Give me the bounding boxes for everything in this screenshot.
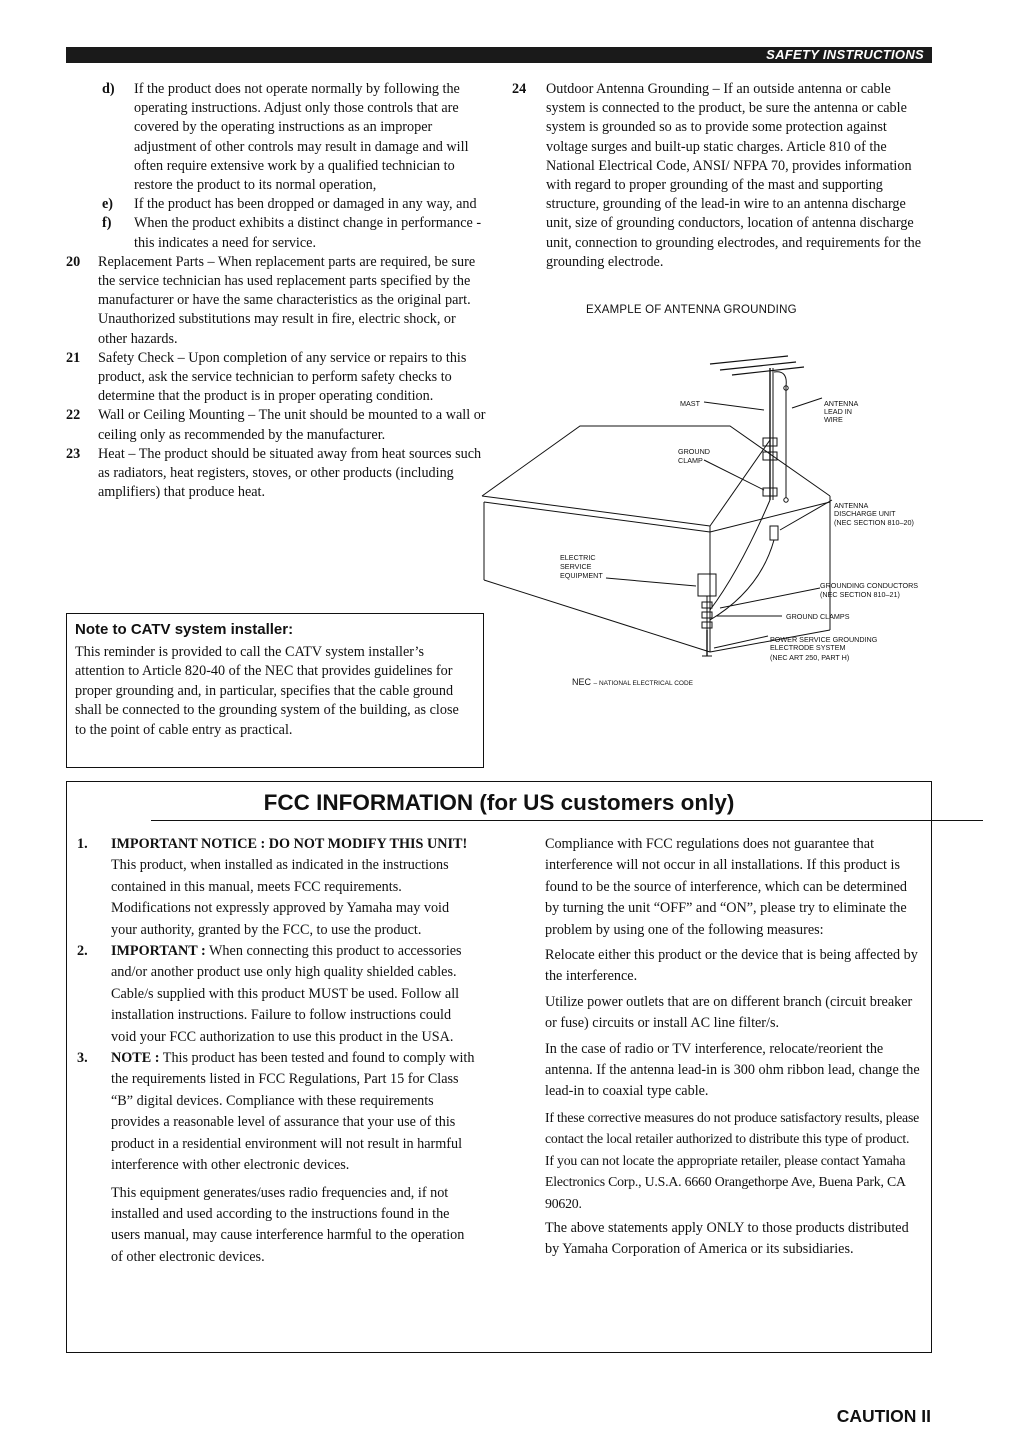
item-text: When the product exhibits a distinct change in performance - this indicates a need for service. <box>134 215 482 251</box>
list-item <box>66 195 486 214</box>
leader-line <box>606 578 696 586</box>
lead-in-wire <box>774 372 786 498</box>
leader-line <box>792 398 822 408</box>
label-electric-service: EQUIPMENT <box>560 571 603 580</box>
label-lead-in: ANTENNA <box>824 399 859 408</box>
label-electric-service: SERVICE <box>560 562 592 571</box>
label-power-service: (NEC ART 250, PART H) <box>770 653 850 662</box>
nec-abbr: NEC <box>572 677 592 687</box>
item-label: f) <box>102 215 112 232</box>
fcc-item-number: 3. <box>77 1050 88 1067</box>
label-discharge-unit: ANTENNA <box>834 501 869 510</box>
note-body: This reminder is provided to call the CATV system installer’s attention to Article 820-40 of the NEC that provides guidelines for proper grounding and, in particular, specifies that the cable ground shall be connected to the grounding system of the building, as close to the point of cable entry as practical. <box>75 644 459 738</box>
fcc-paragraph: Relocate either this product or the device that is being affected by the interference. <box>545 947 918 985</box>
label-mast: MAST <box>680 399 700 408</box>
item-label: e) <box>102 196 114 213</box>
grounding-conductor <box>710 540 774 620</box>
fcc-paragraph: Compliance with FCC regulations does not guarantee that interference will not occur in all installations. If this product is found to be the source of interference, which can be determined by turning the unit “OFF” and “ON”, please try to eliminate the problem by using one of the following measures: <box>545 836 908 938</box>
roof-underside <box>484 502 710 532</box>
roof-outline <box>482 426 830 496</box>
nec-full: – NATIONAL ELECTRICAL CODE <box>593 680 693 687</box>
label-discharge-unit: (NEC SECTION 810–20) <box>834 518 914 527</box>
roof-ridge <box>482 496 710 526</box>
label-discharge-unit: DISCHARGE UNIT <box>834 509 896 518</box>
fcc-paragraph: The above statements apply ONLY to those products distributed by Yamaha Corporation of America or its subsidiaries. <box>545 1219 909 1258</box>
antenna-discharge-unit <box>770 526 778 540</box>
fcc-item <box>77 941 477 1048</box>
label-ground-clamp: GROUND <box>678 447 710 456</box>
fcc-item-paragraph: This equipment generates/uses radio frequencies and, if not installed and used according to the instructions found in the users manual, may cause interference harmful to the operation of other electronic devices. <box>111 1184 465 1265</box>
fcc-left-column <box>77 834 477 1268</box>
grounding-conductor <box>710 500 770 610</box>
fcc-item-heading: NOTE : <box>111 1050 160 1067</box>
list-item <box>66 445 486 503</box>
item-label: 20 <box>66 253 81 270</box>
list-item <box>66 349 486 407</box>
list-item <box>66 253 486 349</box>
catv-note-box <box>66 613 484 768</box>
label-ground-clamps: GROUND CLAMPS <box>786 612 850 621</box>
safety-list-left <box>66 80 486 502</box>
label-grounding-conductors: GROUNDING CONDUCTORS <box>820 581 919 590</box>
label-lead-in: WIRE <box>824 415 843 424</box>
label-ground-clamp: CLAMP <box>678 456 703 465</box>
fcc-item-text: This product has been tested and found to comply with the requirements listed in FCC Regulations, Part 15 for Class “B” digital devices. Compliance with these requirements provides a reasonable level of assurance that your use of this product in a residential environment will not result in harmful interference with other electronic devices. <box>111 1050 475 1174</box>
diagram-title: EXAMPLE OF ANTENNA GROUNDING <box>586 304 797 316</box>
item-label: 21 <box>66 349 81 366</box>
fcc-paragraph: In the case of radio or TV interference, relocate/reorient the antenna. If the antenna lead-in is 300 ohm ribbon lead, change the lead-in to coaxial type cable. <box>545 1040 920 1100</box>
item-label: 22 <box>66 407 81 424</box>
fcc-paragraph: Utilize power outlets that are on different branch (circuit breaker or fuse) circuits or install AC line filter/s. <box>545 993 913 1032</box>
item-text: Wall or Ceiling Mounting – The unit should be mounted to a wall or ceiling only as recommended by the manufacturer. <box>98 407 486 443</box>
fcc-item-number: 2. <box>77 943 88 960</box>
nec-legend <box>572 677 693 687</box>
leader-line <box>720 588 820 608</box>
item-text: If the product has been dropped or damaged in any way, and <box>134 196 477 213</box>
leader-line <box>780 500 832 530</box>
label-power-service: ELECTRODE SYSTEM <box>770 643 846 652</box>
list-item <box>66 406 486 444</box>
roof-edge <box>710 440 770 526</box>
leader-line <box>704 402 764 410</box>
fcc-item-heading: IMPORTANT NOTICE : DO NOT MODIFY THIS UNIT! <box>111 836 468 852</box>
antenna-element <box>710 356 788 364</box>
page-footer-label: CAUTION II <box>836 1406 931 1426</box>
antenna-grounding-diagram <box>470 330 940 700</box>
label-electric-service: ELECTRIC <box>560 553 596 562</box>
list-item <box>66 80 486 195</box>
fcc-item <box>77 834 477 941</box>
list-item <box>512 80 932 272</box>
item-text: Outdoor Antenna Grounding – If an outside antenna or cable system is connected to the product, be sure the antenna or cable system is grounded so as to provide some protection against voltage surges and built-up static charges. Article 810 of the National Electrical Code, ANSI/ NFPA 70, provides information with regard to proper grounding of the mast and supporting structure, grounding of the lead-in wire to an antenna discharge unit, size of grounding conductors, location of antenna discharge unit, connection to grounding electrodes, and requirements for the grounding electrode. <box>546 81 922 270</box>
note-title: Note to CATV system installer: <box>75 621 294 638</box>
fcc-item-heading: IMPORTANT : <box>111 943 206 960</box>
section-title: SAFETY INSTRUCTIONS <box>766 47 924 62</box>
fcc-paragraph: If these corrective measures do not produce satisfactory results, please contact the local retailer authorized to distribute this type of product. If you can not locate the appropriate retailer, please contact Yamaha Electronics Corp., U.S.A. 6660 Orangethorpe Ave, Buena Park, CA 90620. <box>545 1109 920 1211</box>
fcc-item-text: When connecting this product to accessories and/or another product use only high quality shielded cables. Cable/s supplied with this product MUST be used. Follow all installation instructions. Failure to follow instructions could void your FCC authorization to use this product in the USA. <box>111 943 462 1045</box>
item-label: 24 <box>512 81 527 97</box>
label-grounding-conductors: (NEC SECTION 810–21) <box>820 590 900 599</box>
electric-service-box <box>698 574 716 596</box>
section-header-bar <box>66 47 932 63</box>
label-power-service: POWER SERVICE GROUNDING <box>770 635 878 644</box>
fcc-item-number: 1. <box>77 836 88 852</box>
lead-in-wire-node <box>784 498 788 502</box>
item-text: Heat – The product should be situated away from heat sources such as radiators, heat registers, stoves, or other products (including amplifiers) that produce heat. <box>98 445 482 501</box>
leader-line <box>704 460 764 490</box>
item-text: Replacement Parts – When replacement parts are required, be sure the service technician has used replacement parts specified by the manufacturer or have the same characteristics as the original part. Unauthorized substitutions may result in fire, electric shock, or other hazards. <box>98 253 476 347</box>
fcc-information-box <box>66 781 932 1353</box>
item-text: If the product does not operate normally by following the operating instructions. Adjust only those controls that are covered by the operating instructions as an improper adjustment of other controls may result in damage and will often require extensive work by a qualified technician to restore the product to its normal operation, <box>134 81 469 194</box>
fcc-title-rule <box>151 820 983 821</box>
fcc-right-column <box>545 834 920 1265</box>
item-label: 23 <box>66 445 81 462</box>
label-lead-in: LEAD IN <box>824 407 852 416</box>
item-label: d) <box>102 81 115 97</box>
item-text: Safety Check – Upon completion of any service or repairs to this product, ask the service technician to perform safety checks to determine that the product is in proper operating condition. <box>98 349 467 405</box>
list-item <box>66 214 486 252</box>
fcc-item-text: This product, when installed as indicated in the instructions contained in this manual, meets FCC requirements. Modifications not expressly approved by Yamaha may void your authority, granted by the FCC, to use the product. <box>111 857 450 938</box>
fcc-title: FCC INFORMATION (for US customers only) <box>263 790 735 815</box>
fcc-item <box>77 1048 477 1176</box>
wall-base <box>484 580 710 652</box>
